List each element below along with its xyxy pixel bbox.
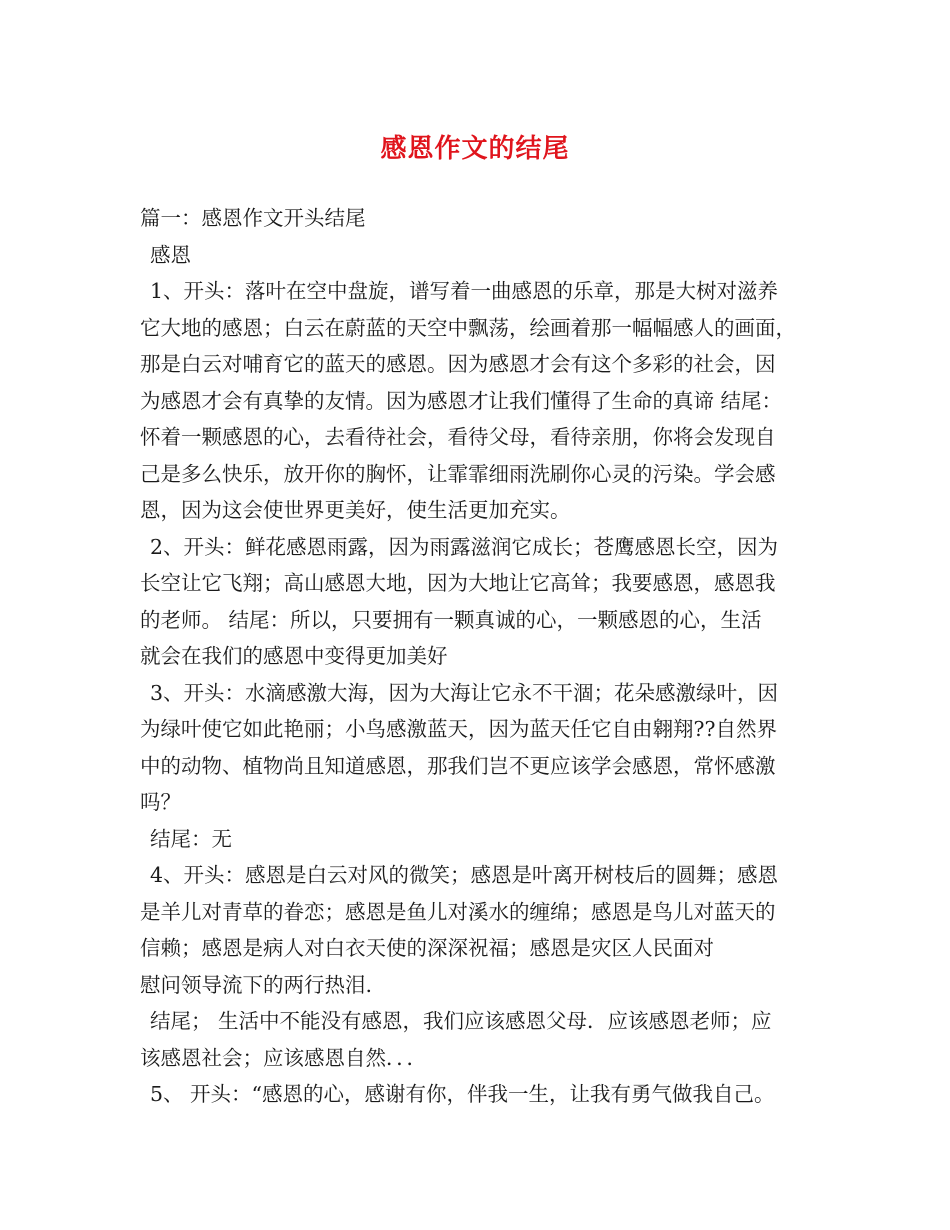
text-line: 该感恩社会；应该感恩自然．．． [140,1045,427,1070]
text-line: 5、 开头：“感恩的心，感谢有你，伴我一生，让我有勇气做我自己。 [150,1082,775,1106]
text-line: 信赖；感恩是病人对白衣天使的深深祝福；感恩是灾区人民面对 [140,936,714,960]
text-line: 的老师。 结尾：所以，只要拥有一颗真诚的心，一颗感恩的心，生活 [140,607,762,632]
text-line: 结尾； 生活中不能没有感恩，我们应该感恩父母．应该感恩老师；应 [150,1009,772,1033]
text-line: 长空让它飞翔；高山感恩大地，因为大地让它高耸；我要感恩，感恩我 [140,571,776,595]
text-line: 4、开头：感恩是白云对风的微笑；感恩是叶离开树枝后的圆舞；感恩 [150,863,779,887]
text-line: 结尾：无 [150,826,232,851]
text-line: 3、开头：水滴感激大海，因为大海让它永不干涸；花朵感激绿叶，因 [150,680,779,705]
text-line: 2、开头：鲜花感恩雨露，因为雨露滋润它成长；苍鹰感恩长空，因为 [150,534,779,559]
text-line: 感恩 [150,242,191,267]
text-line: 己是多么快乐，放开你的胸怀，让霏霏细雨洗刷你心灵的污染。学会感 [140,461,776,486]
text-line: 1、开头：落叶在空中盘旋，谱写着一曲感恩的乐章，那是大树对滋养 [150,279,779,303]
text-line: 怀着一颗感恩的心，去看待社会，看待父母，看待亲朋，你将会发现自 [140,425,776,449]
text-line: 篇一：感恩作文开头结尾 [140,206,366,230]
text-line: 它大地的感恩；白云在蔚蓝的天空中飘荡，绘画着那一幅幅感人的画面， [140,315,796,340]
text-line: 为绿叶使它如此艳丽；小鸟感激蓝天，因为蓝天任它自由翱翔??自然界 [140,717,777,741]
text-line: 是羊儿对青草的眷恋；感恩是鱼儿对溪水的缠绵；感恩是鸟儿对蓝天的 [140,899,776,924]
text-line: 吗？ [140,790,181,814]
text-line: 为感恩才会有真挚的友情。因为感恩才让我们懂得了生命的真谛 结尾： [140,388,783,413]
document-body [140,200,820,1113]
text-line: 恩，因为这会使世界更美好，使生活更加充实。 [140,498,571,522]
document-title: 感恩作文的结尾 [380,134,570,164]
text-line: 慰问领导流下的两行热泪. [140,972,373,997]
text-line: 中的动物、植物尚且知道感恩，那我们岂不更应该学会感恩，常怀感激 [140,753,776,778]
text-line: 就会在我们的感恩中变得更加美好 [140,644,448,668]
text-line: 那是白云对哺育它的蓝天的感恩。因为感恩才会有这个多彩的社会，因 [140,352,776,376]
